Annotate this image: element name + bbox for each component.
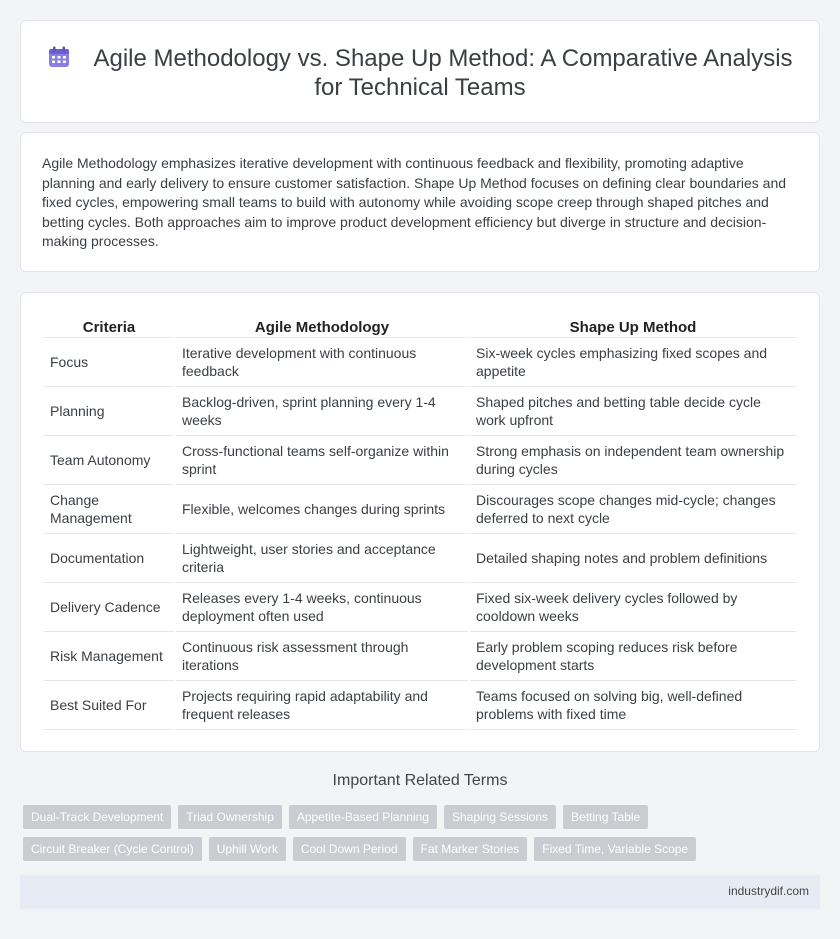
related-terms-tags — [23, 805, 803, 869]
header-criteria: Criteria — [44, 315, 174, 338]
criteria-cell: Team Autonomy — [44, 436, 174, 485]
table-header-row — [44, 315, 796, 338]
shapeup-cell: Six-week cycles emphasizing fixed scopes and appetite — [470, 338, 796, 387]
table-row — [44, 583, 796, 632]
tag-fat-marker-stories[interactable]: Fat Marker Stories — [413, 837, 528, 861]
tag-triad-ownership[interactable]: Triad Ownership — [178, 805, 282, 829]
table-row — [44, 534, 796, 583]
shapeup-cell: Discourages scope changes mid-cycle; changes deferred to next cycle — [470, 485, 796, 534]
comparison-table — [42, 315, 798, 730]
title-card — [20, 20, 820, 123]
criteria-cell: Documentation — [44, 534, 174, 583]
shapeup-cell: Early problem scoping reduces risk before development starts — [470, 632, 796, 681]
shapeup-cell: Detailed shaping notes and problem definitions — [470, 534, 796, 583]
table-row — [44, 338, 796, 387]
agile-cell: Cross-functional teams self-organize within sprint — [176, 436, 468, 485]
calendar-icon — [47, 45, 71, 69]
criteria-cell: Planning — [44, 387, 174, 436]
agile-cell: Iterative development with continuous feedback — [176, 338, 468, 387]
tag-row — [23, 805, 803, 829]
related-terms-title: Important Related Terms — [332, 772, 508, 789]
table-row — [44, 632, 796, 681]
header-shapeup: Shape Up Method — [470, 315, 796, 338]
tag-row — [23, 837, 803, 861]
page-title: Agile Methodology vs. Shape Up Method: A Comparative Analysis for Technical Teams — [93, 45, 793, 101]
agile-cell: Releases every 1-4 weeks, continuous deployment often used — [176, 583, 468, 632]
table-row — [44, 387, 796, 436]
comparison-card — [20, 292, 820, 752]
tag-fixed-time-variable-scope[interactable]: Fixed Time, Variable Scope — [534, 837, 696, 861]
criteria-cell: Delivery Cadence — [44, 583, 174, 632]
table-row — [44, 485, 796, 534]
tag-circuit-breaker[interactable]: Circuit Breaker (Cycle Control) — [23, 837, 202, 861]
criteria-cell: Focus — [44, 338, 174, 387]
tag-dual-track-development[interactable]: Dual-Track Development — [23, 805, 171, 829]
shapeup-cell: Teams focused on solving big, well-defined problems with fixed time — [470, 681, 796, 730]
footer — [20, 875, 820, 909]
page-title-wrap — [21, 44, 819, 102]
agile-cell: Projects requiring rapid adaptability and frequent releases — [176, 681, 468, 730]
agile-cell: Backlog-driven, sprint planning every 1-4 weeks — [176, 387, 468, 436]
footer-site-link[interactable]: industrydif.com — [728, 884, 809, 898]
agile-cell: Lightweight, user stories and acceptance criteria — [176, 534, 468, 583]
table-row — [44, 436, 796, 485]
table-row — [44, 681, 796, 730]
shapeup-cell: Strong emphasis on independent team ownership during cycles — [470, 436, 796, 485]
header-agile: Agile Methodology — [176, 315, 468, 338]
tag-betting-table[interactable]: Betting Table — [563, 805, 648, 829]
shapeup-cell: Shaped pitches and betting table decide cycle work upfront — [470, 387, 796, 436]
agile-cell: Flexible, welcomes changes during sprints — [176, 485, 468, 534]
tag-appetite-based-planning[interactable]: Appetite-Based Planning — [289, 805, 437, 829]
intro-paragraph: Agile Methodology emphasizes iterative development with continuous feedback and flexibility, promoting adaptive planning and early delivery to ensure customer satisfaction. Shape Up Method focuses on defining clear boundaries and fixed cycles, empowering small teams to build with autonomy while avoiding scope creep through shaped pitches and betting cycles. Both approaches aim to improve product development efficiency but diverge in structure and decision-making processes. — [42, 155, 787, 249]
tag-cool-down-period[interactable]: Cool Down Period — [293, 837, 406, 861]
intro-card — [20, 132, 820, 272]
agile-cell: Continuous risk assessment through iterations — [176, 632, 468, 681]
tag-shaping-sessions[interactable]: Shaping Sessions — [444, 805, 556, 829]
criteria-cell: Best Suited For — [44, 681, 174, 730]
criteria-cell: Change Management — [44, 485, 174, 534]
tag-uphill-work[interactable]: Uphill Work — [209, 837, 286, 861]
criteria-cell: Risk Management — [44, 632, 174, 681]
shapeup-cell: Fixed six-week delivery cycles followed by cooldown weeks — [470, 583, 796, 632]
